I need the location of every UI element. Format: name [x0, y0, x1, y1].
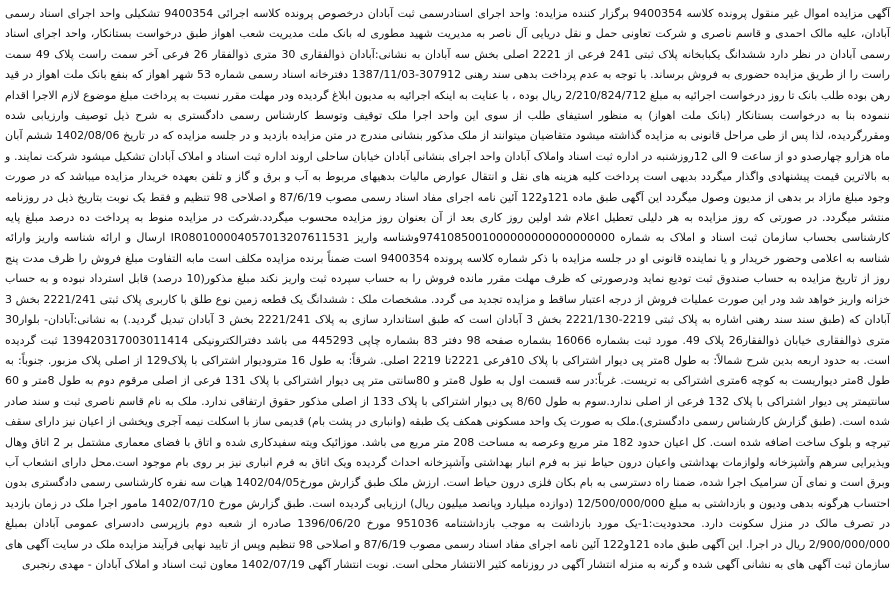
- auction-notice-text: آگهی مزایده اموال غیر منقول پرونده کلاسه 9400354 برگزار کننده مزایده: واحد اجرای اسنادرسمی ثبت آبادان درخصوص پرونده کلاسه اجرائی 9400354 تشکیلی واحد اجرای اسناد رسمی آبادان، علیه مالک احمدی و قاسم ناصری و شرکت تعاونی حمل و نقل دریایی آل ناصر به مدیریت شهید مطوری له بانک ملت مدیریت شعب اهواز طبق درخواست بستانکار، واحد اجرای اسناد رسمی آبادان در نظر دارد ششدانگ یکبابخانه پلاک ثبتی 241 فرعی از 2221 اصلی بخش سه آبادان به نشانی:آبادان ذوالفقاری 30 متری ذوالفقار 26 فرعی آخر سمت راست پلاک 49 سمت راست را از طریق مزایده حضوری به فروش برساند. با توجه به عدم پرداخت بدهی سند رهنی 307912-1387/11/03 دفترخانه اسناد رسمی شماره 53 شهر اهواز که بنفع بانک ملت اهواز در قید رهن بوده طلب بانک تا روز درخواست اجرائیه به مبلغ 2/210/824/712 ریال بوده ، با عنایت به اینکه اجرائیه به مدیون ابلاغ گردیده ودر مهلت مقرر نسبت به پرداخت مبلغ موضوع لازم الاجرا اقدام ننموده بنا به درخواست بستانکار (بانک ملت اهواز) به منظور استیفای طلب از سوی این واحد اجرا ملک توقیف وتوسط کارشناس رسمی دادگستری به شرح ذیل توصیف وارزیابی شده ومقررگردیده، لذا پس از طی مراحل قانونی به مزایده گذاشته میشود متقاضیان میتوانند از ملک مذکور بنشانی مندرج در متن مزایده بازدید و در جلسه مزایده که در تاریخ 1402/08/06 ششم آبان ماه هزارو چهارصدو دو از ساعت 9 الی 12روزشنبه در اداره ثبت اسناد واملاک آبادان واحد اجرای بنشانی آبادان خیابان ساحلی اروند اداره ثبت اسناد و املاک آبادان تشکیل میشود شرکت نمایند. و به بالاترین قیمت پیشنهادی واگذار میگردد بدیهی است پرداخت کلیه هزینه های نقل و انتقال عوارض مالیات بدهیهای مربوط به آب و برق و گاز و تلفن بعهده خریدار مزایده میباشد که در صورت وجود مبلغ مازاد بر بدهی از مدیون وصول میگردد این آگهی طبق ماده 121و122 آئین نامه اجرای مفاد اسناد رسمی مصوب 87/6/19 و اصلاحی 98 تنظیم و فقط یک نوبت بتاریخ ذیل در روزنامه منتشر میگردد. در صورتی که روز مزایده به هر دلیلی تعطیل اعلام شد اولین روز کاری بعد از آن بعنوان روز مزایده محسوب میگردد.شرکت در مزایده منوط به پرداخت ده درصد مبلغ پایه کارشناسی بحساب سازمان ثبت اسناد و املاک به شماره 9741085001000000000000000000وشناسه واریز IR080100004057013207611531 ارسال و ارائه شناسه واریز وارائه شناسه به اعلامی وحضور خریدار و یا نماینده قانونی او در جلسه مزایده با ذکر شماره کلاسه پرونده 9400354 است ضمناً برنده مزایده مکلف است مابه التفاوت مبلغ فروش را ظرف مدت پنج روز از تاریخ مزایده به حساب صندوق ثبت تودیع نماید ودرصورتی که ظرف مهلت مقرر مانده فروش را به حساب سپرده ثبت واریز نکند مبلغ مذکور(10 درصد) قابل استرداد نبوده و به حساب خزانه واریز خواهد شد ودر این صورت عملیات فروش از درجه اعتبار ساقط و مزایده تجدید می گردد. مشخصات ملک : ششدانگ یک قطعه زمین نوع طلق با کاربری پلاک ثبتی 2221/241 بخش 3 آبادان که (طبق سند سند رهنی اشاره به پلاک ثبتی 2219-2221/130 بخش 3 آبادان است که طبق استاندارد سازی به پلاک 2221/241 بخش 3 آبادان تبدیل گردید.) به نشانی:آبادان- بلوار30 متری ذوالفقاری خیابان ذوالفقار26 پلاک 49. مورد ثبت بشماره 16066 بشماره صفحه 98 دفتر 83 بشماره چاپی 445293 می باشد دفترالکترونیکی 139420317003011414 ثبت گردیده است. به حدود اربعه بدین شرح شمالاً: به طول 8متر پی دیوار اشتراکی با پلاک 10فرعی 2221تا 2219 اصلی. شرقاً: به طول 16 مترودیوار اشتراکی با پلاک129 از اصلی پلاک مزبور. جنوباً: به طول 8متر دیواریست به کوچه 6متری اشتراکی به تریست. غرباً:در سه قسمت اول به طول 8متر و 80سانتی متر پی دیوار اشتراکی با پلاک 131 فرعی از اصلی مرقوم دوم به طول 8متر و 60 سانتیمتر پی دیوار اشتراکی با پلاک 132 فرعی از اصلی ندارد.سوم به طول 8/60 پی دیوار اشتراکی با پلاک 133 از اصلی مذکور حقوق ارتفاقی ندارد. ملک به نام قاسم ناصری ثبت و سند صادر شده است. (طبق گزارش کارشناس رسمی دادگستری).ملک به صورت یک واحد مسکونی همکف یک طبقه (وانباری در پشت بام) قدیمی ساز با اسکلت نیمه آجری ویخشی از اعیان نیز دارای سقف تیرچه و بلوک ساخت اضافه شده است. کل اعیان حدود 182 متر مربع وعرصه به مساحت 208 متر مربع می باشد. موزائیک ویته سفیدکاری شده و اتاق با فضای معماری مشتمل بر 2 اتاق وهال ویذیرایی سرهم وآشپزخانه ولوازمات بهداشتی واعیان درون حیاط نیز به فرم انبار بهداشتی وآشپزخانه احداث گردیده ویک اتاق به فرم انباری نیز بر روی بام موجود است.محل دارای انشعاب آب وبرق است و نمای آن سرامیک اجرا شده، ضمنا راه دسترسی به بام بکان فلزی درون حیاط است. ارزش ملک طبق گزارش مورخ1402/04/05 هیات سه نفره کارشناسی رسمی دادگستری بدون احتساب هرگونه بدهی ودیون و بازداشتی به مبلغ 12/500/000/000 (دوازده میلیارد وپانصد میلیون ریال) ارزیابی گردیده است. طبق گزارش مورخ 1402/07/10 مامور اجرا ملک در زمان بازدید در تصرف مالک در منزل سکونت دارد. محدودیت:1-یک مورد بازداشت به موجب بازداشتنامه 951036 مورخ 1396/06/20 صادره از شعبه دوم بازپرسی دادسرای عمومی آبادان بمبلغ 2/900/000/000 ریال در اجرا. این آگهی طبق ماده 121و122 آئین نامه اجرای مفاد اسناد رسمی مصوب 87/6/19 و اصلاحی 98 تنظیم وپس از تایید نهایی فرآیند مزایده ملک در سایت آگهی های سازمان ثبت آگهی های به نشانی آگهی شده و گرنه به منزله انتشار آگهی در روزنامه کثیر الانتشار محلی است. نوبت انتشار آگهی 1402/07/19 معاون ثبت اسناد و املاک آبادان - مهدی رنجبری: [5, 7, 891, 571]
